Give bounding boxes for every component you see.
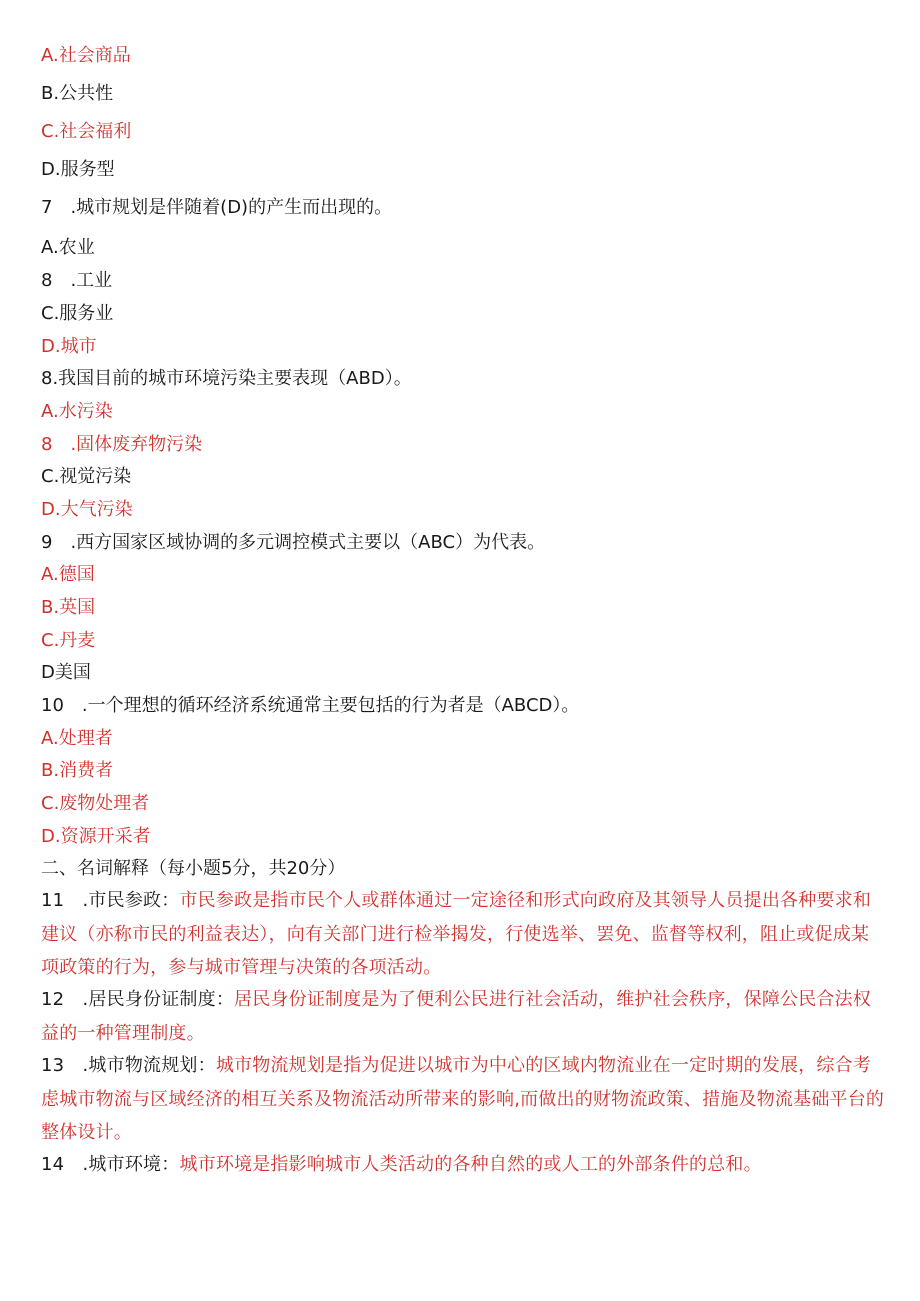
option-line: B.公共性 bbox=[41, 83, 114, 104]
question-line: 8.我国目前的城市环境污染主要表现（ABD）。 bbox=[41, 368, 412, 389]
option-line: D.城市 bbox=[41, 336, 97, 357]
option-line: B.消费者 bbox=[41, 760, 114, 781]
definition-body: 城市环境是指影响城市人类活动的各种自然的或人工的外部条件的总和。 bbox=[179, 1154, 762, 1175]
option-line: C.废物处理者 bbox=[41, 793, 150, 814]
definition-body: 市民参政是指市民个人或群体通过一定途径和形式向政府及其领导人员提出各种要求和建议（亦称市民的利益表达），向有关部门进行检举揭发，行使选举、罢免、监督等权利，阻止或促成某项政策的行为，参与城市管理与决策的各项活动。 bbox=[41, 890, 872, 978]
definition-body: 城市物流规划是指为促进以城市为中心的区域内物流业在一定时期的发展，综合考虑城市物流与区域经济的相互关系及物流活动所带来的影响,而做出的财物流政策、措施及物流基础平台的整体设计。 bbox=[41, 1055, 885, 1143]
definition-term: 11 .市民参政： bbox=[41, 890, 180, 911]
question-line: 9 .西方国家区域协调的多元调控模式主要以（ABC）为代表。 bbox=[41, 532, 546, 553]
option-line: B.英国 bbox=[41, 597, 96, 618]
option-line: C.社会福利 bbox=[41, 121, 132, 142]
option-line: D.大气污染 bbox=[41, 499, 133, 520]
option-line: A.德国 bbox=[41, 564, 95, 585]
option-line: D.服务型 bbox=[41, 159, 115, 180]
definition-body: 居民身份证制度是为了便利公民进行社会活动，维护社会秩序，保障公民合法权益的一种管理制度。 bbox=[41, 989, 872, 1044]
definition-term: 13 .城市物流规划： bbox=[41, 1055, 216, 1076]
definition-term: 14 .城市环境： bbox=[41, 1154, 180, 1175]
definition-term: 12 .居民身份证制度： bbox=[41, 989, 235, 1010]
question-line: 10 .一个理想的循环经济系统通常主要包括的行为者是（ABCD）。 bbox=[41, 695, 580, 716]
option-line: C.服务业 bbox=[41, 303, 114, 324]
option-line: A.水污染 bbox=[41, 401, 113, 422]
section-heading: 二、名词解释（每小题5分，共20分） bbox=[41, 858, 346, 879]
option-line: C.丹麦 bbox=[41, 630, 96, 651]
option-line: C.视觉污染 bbox=[41, 466, 132, 487]
option-line: D.资源开采者 bbox=[41, 826, 151, 847]
definition-13 bbox=[41, 1049, 886, 1150]
definition-14 bbox=[41, 1148, 886, 1182]
option-line: A.农业 bbox=[41, 237, 95, 258]
option-line: 8 .工业 bbox=[41, 270, 113, 291]
option-line: A.社会商品 bbox=[41, 45, 131, 66]
option-line: A.处理者 bbox=[41, 728, 113, 749]
question-line: 7 .城市规划是伴随着(D)的产生而出现的。 bbox=[41, 197, 393, 218]
option-line: D美国 bbox=[41, 662, 91, 683]
option-line: 8 .固体废弃物污染 bbox=[41, 434, 203, 455]
definition-11 bbox=[41, 884, 886, 985]
definition-12 bbox=[41, 983, 886, 1050]
